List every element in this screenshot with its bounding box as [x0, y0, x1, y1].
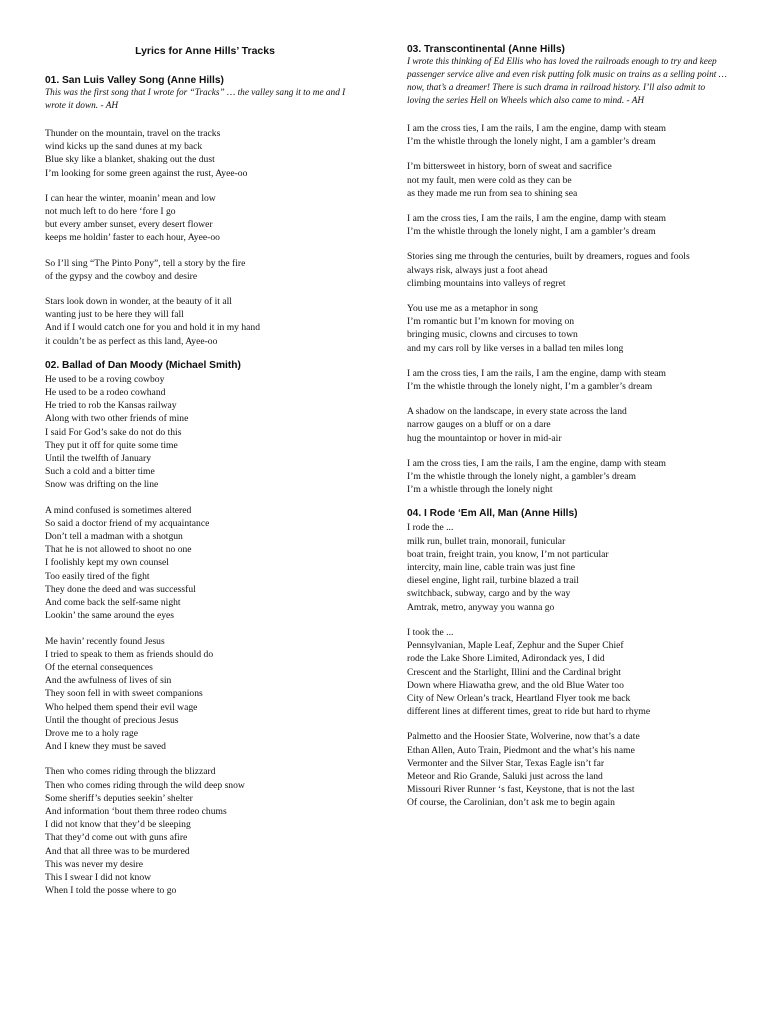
left-column [45, 44, 365, 909]
lyric-line: He tried to rob the Kansas railway [45, 400, 177, 412]
lyric-line: Along with two other friends of mine [45, 413, 189, 425]
lyric-line: I am the cross ties, I am the rails, I am the engine, damp with steam [407, 367, 666, 379]
lyric-line: Ethan Allen, Auto Train, Piedmont and the what’s his name [407, 744, 635, 756]
lyric-line: Such a cold and a bitter time [45, 466, 155, 478]
lyric-line: They soon fell in with sweet companions [45, 688, 203, 700]
right-column [407, 44, 732, 822]
lyric-line: That they’d come out with guns afire [45, 832, 188, 844]
lyric-line: bringing music, clowns and circuses to town [407, 329, 578, 341]
lyric-stanza [407, 405, 732, 445]
lyric-line: Stars look down in wonder, at the beauty of it all [45, 296, 232, 308]
lyric-line: as they made me run from sea to shining sea [407, 187, 578, 199]
lyric-line: Pennsylvanian, Maple Leaf, Zephur and the Super Chief [407, 640, 624, 652]
track-01 [45, 75, 365, 348]
lyric-line: climbing mountains into valleys of regret [407, 277, 566, 289]
lyric-line: I said For God’s sake do not do this [45, 426, 182, 438]
track-03 [407, 44, 732, 496]
lyric-line: different lines at different times, great to ride but hard to rhyme [407, 706, 651, 718]
lyric-stanza [45, 257, 365, 283]
lyric-line: He used to be a roving cowboy [45, 373, 165, 385]
lyric-line: Missouri River Runner ‘s fast, Keystone, that is not the last [407, 784, 635, 796]
note-line: loving the series Hell on Wheels which also came to mind. - AH [407, 96, 645, 106]
lyric-line: City of New Orlean’s track, Heartland Flyer took me back [407, 692, 631, 704]
lyric-line: Some sheriff’s deputies seekin’ shelter [45, 792, 193, 804]
lyric-stanza [407, 730, 732, 809]
lyric-line: I took the ... [407, 626, 454, 638]
track-title: 02. Ballad of Dan Moody (Michael Smith) [45, 359, 241, 371]
note-line: now, that’s a dreamer! There is such drama in railroad history. I’ll also admit to [407, 83, 706, 93]
lyric-stanza [407, 212, 732, 238]
lyric-line: They done the deed and was successful [45, 583, 196, 595]
lyric-line: Stories sing me through the centuries, built by dreamers, rogues and fools [407, 251, 690, 263]
lyric-stanza [45, 295, 365, 348]
lyric-line: A shadow on the landscape, in every state across the land [407, 406, 627, 418]
page-title: Lyrics for Anne Hills’ Tracks [135, 45, 275, 57]
track-02 [45, 360, 365, 898]
lyric-line: Don’t tell a madman with a shotgun [45, 531, 183, 543]
lyric-line: Me havin’ recently found Jesus [45, 635, 165, 647]
note-line: I wrote this thinking of Ed Ellis who has loved the railroads enough to try and keep [407, 57, 717, 67]
lyric-line: And information ‘bout them three rodeo chums [45, 805, 227, 817]
lyric-line: Until the twelfth of January [45, 453, 152, 465]
lyric-line: This was never my desire [45, 858, 144, 870]
track-title: 04. I Rode ‘Em All, Man (Anne Hills) [407, 508, 578, 520]
lyric-line: Meteor and Rio Grande, Saluki just across the land [407, 770, 603, 782]
lyric-line: Down where Hiawatha grew, and the old Blue Water too [407, 679, 624, 691]
lyric-stanza [45, 127, 365, 180]
lyric-line: Vermonter and the Silver Star, Texas Eagle isn’t far [407, 757, 605, 769]
note-line: passenger service alive and even risk putting folk music on trains as a selling point … [407, 70, 727, 80]
lyric-line: I’m the whistle through the lonely night, I am a gambler’s dream [407, 136, 656, 148]
lyric-stanza [45, 192, 365, 245]
lyric-line: I rode the ... [407, 522, 454, 534]
lyric-stanza [45, 635, 365, 754]
lyric-line: not much left to do here ‘fore I go [45, 206, 176, 218]
lyric-stanza [407, 626, 732, 718]
lyric-line: When I told the posse where to go [45, 885, 177, 897]
lyric-line: it couldn’t be as perfect as this land, Ayee-oo [45, 335, 218, 347]
lyric-line: keeps me holdin’ faster to each hour, Ayee-oo [45, 232, 220, 244]
lyric-line: I’m looking for some green against the rust, Ayee-oo [45, 167, 248, 179]
lyric-line: Snow was drifting on the line [45, 479, 159, 491]
lyric-line: This I swear I did not know [45, 871, 152, 883]
lyric-stanza [45, 373, 365, 492]
lyric-line: Amtrak, metro, anyway you wanna go [407, 601, 555, 613]
lyric-line: I can hear the winter, moanin’ mean and low [45, 192, 216, 204]
lyric-stanza [45, 504, 365, 623]
lyric-line: I am the cross ties, I am the rails, I am the engine, damp with steam [407, 457, 666, 469]
lyric-line: Thunder on the mountain, travel on the tracks [45, 128, 221, 139]
track-note [407, 56, 732, 108]
lyric-stanza [407, 122, 732, 148]
lyric-line: wind kicks up the sand dunes at my back [45, 141, 203, 153]
lyric-line: diesel engine, light rail, turbine blazed a trail [407, 575, 579, 587]
track-note [45, 87, 365, 113]
lyric-line: milk run, bullet train, monorail, funicular [407, 535, 566, 547]
lyric-line: I’m a whistle through the lonely night [407, 484, 553, 496]
lyric-line: Palmetto and the Hoosier State, Wolverine, now that’s a date [407, 731, 640, 743]
lyric-line: Of the eternal consequences [45, 661, 153, 673]
lyric-line: of the gypsy and the cowboy and desire [45, 270, 198, 282]
lyric-line: narrow gauges on a bluff or on a dare [407, 419, 551, 431]
lyric-line: but every amber sunset, every desert flower [45, 219, 213, 231]
lyric-line: He used to be a rodeo cowhand [45, 387, 166, 399]
lyric-line: And come back the self-same night [45, 597, 181, 609]
lyric-line: I’m the whistle through the lonely night, I’m a gambler’s dream [407, 381, 653, 393]
lyric-stanza [407, 521, 732, 613]
lyric-line: And that all three was to be murdered [45, 845, 190, 857]
note-line: This was the first song that I wrote for “Tracks” … the valley sang it to me and I [45, 88, 346, 98]
lyric-line: I did not know that they’d be sleeping [45, 819, 191, 831]
lyric-line: I foolishly kept my own counsel [45, 557, 169, 569]
lyric-line: I’m the whistle through the lonely night, I am a gambler’s dream [407, 226, 656, 238]
lyric-line: Then who comes riding through the wild deep snow [45, 779, 245, 791]
note-line: wrote it down. - AH [45, 101, 119, 111]
track-title: 03. Transcontinental (Anne Hills) [407, 44, 565, 55]
lyric-line: You use me as a metaphor in song [407, 303, 538, 315]
lyric-line: Then who comes riding through the blizzard [45, 766, 216, 778]
lyric-line: I’m the whistle through the lonely night, a gambler’s dream [407, 471, 636, 483]
lyric-line: not my fault, men were cold as they can be [407, 174, 572, 186]
lyric-line: And the awfulness of lives of sin [45, 675, 172, 687]
lyric-line: Drove me to a holy rage [45, 727, 138, 739]
lyric-line: Crescent and the Starlight, Illini and the Cardinal bright [407, 666, 621, 678]
lyric-line: hug the mountaintop or hover in mid-air [407, 432, 562, 444]
track-title: 01. San Luis Valley Song (Anne Hills) [45, 75, 224, 86]
lyric-line: I tried to speak to them as friends should do [45, 648, 214, 660]
lyric-line: I am the cross ties, I am the rails, I am the engine, damp with steam [407, 123, 666, 134]
lyric-line: So said a doctor friend of my acquaintance [45, 517, 210, 529]
lyric-line: A mind confused is sometimes altered [45, 504, 192, 516]
lyric-line: Of course, the Carolinian, don’t ask me to begin again [407, 797, 615, 809]
lyric-line: Blue sky like a blanket, shaking out the dust [45, 154, 215, 166]
lyric-stanza [407, 250, 732, 290]
lyric-stanza [407, 367, 732, 393]
lyric-line: And I knew they must be saved [45, 741, 166, 753]
lyric-line: So I’ll sing “The Pinto Pony”, tell a story by the fire [45, 257, 246, 269]
lyric-line: rode the Lake Shore Limited, Adirondack yes, I did [407, 653, 605, 665]
lyric-line: I am the cross ties, I am the rails, I am the engine, damp with steam [407, 213, 666, 225]
lyric-stanza [407, 302, 732, 355]
lyric-line: Until the thought of precious Jesus [45, 714, 179, 726]
lyric-line: Too easily tired of the fight [45, 570, 150, 582]
lyric-stanza [45, 765, 365, 897]
lyric-line: That he is not allowed to shoot no one [45, 544, 192, 556]
lyric-stanza [407, 160, 732, 200]
lyric-line: wanting just to be here they will fall [45, 309, 184, 321]
lyric-line: I’m romantic but I’m known for moving on [407, 316, 575, 328]
lyric-line: boat train, freight train, you know, I’m not particular [407, 548, 609, 560]
lyric-line: Lookin’ the same around the eyes [45, 610, 175, 622]
track-04 [407, 508, 732, 809]
lyric-line: They put it off for quite some time [45, 439, 178, 451]
lyric-line: always risk, always just a foot ahead [407, 264, 548, 276]
lyric-line: and my cars roll by like verses in a ballad ten miles long [407, 342, 624, 354]
lyric-line: Who helped them spend their evil wage [45, 701, 198, 713]
lyric-line: And if I would catch one for you and hold it in my hand [45, 322, 261, 334]
lyric-line: intercity, main line, cable train was just fine [407, 562, 576, 574]
lyric-line: I’m bittersweet in history, born of sweat and sacrifice [407, 161, 612, 173]
lyric-stanza [407, 457, 732, 497]
lyric-line: switchback, subway, cargo and by the way [407, 588, 571, 600]
